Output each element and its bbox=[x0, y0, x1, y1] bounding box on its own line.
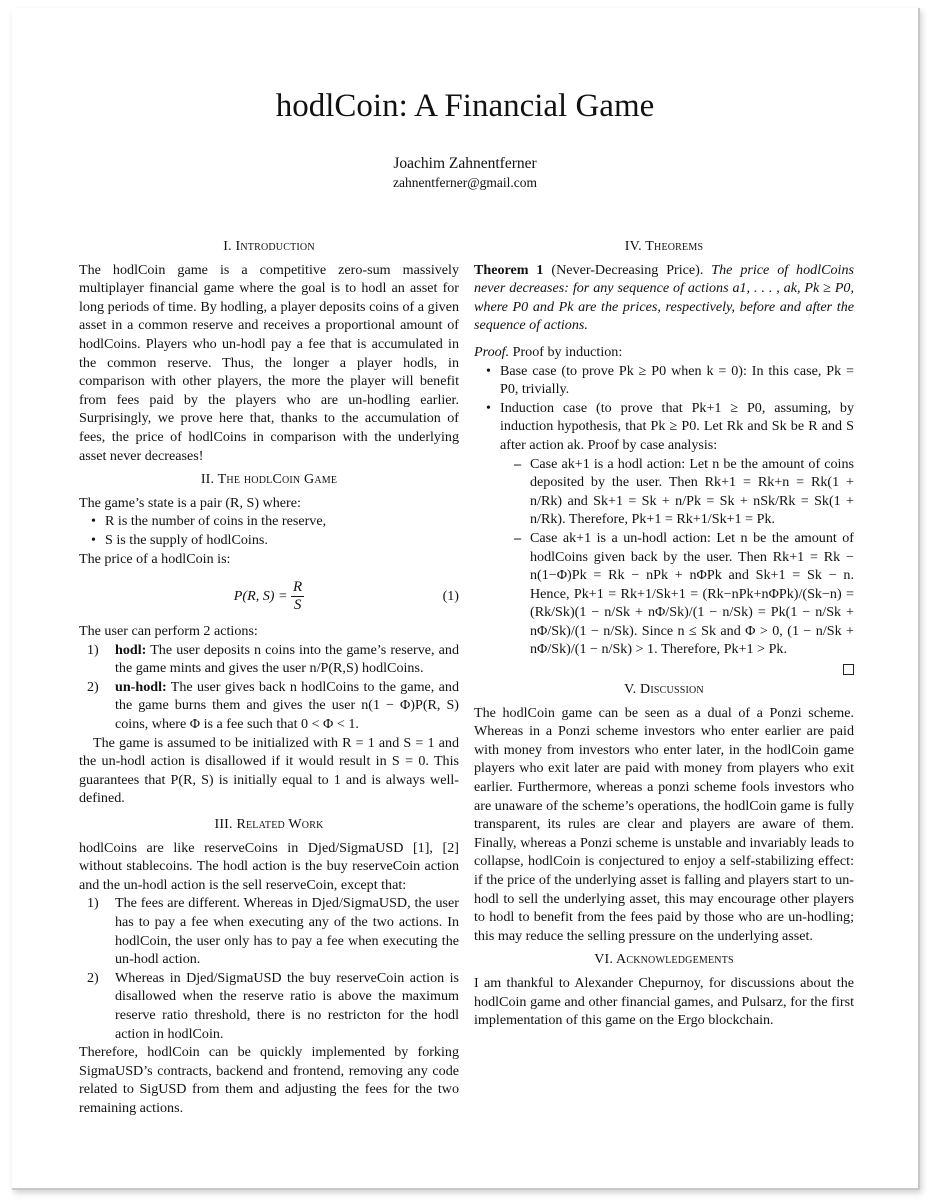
proof-label: Proof. bbox=[474, 343, 510, 360]
case-list bbox=[514, 455, 854, 660]
list-item bbox=[486, 399, 854, 659]
section-heading-discussion: V. Discussion bbox=[624, 682, 704, 698]
paper-page bbox=[12, 8, 920, 1190]
list-item bbox=[79, 894, 459, 968]
theorem-statement: The price of hodlCoins never decreases: for any sequence of actions a1, . . . , ak, Pk ≥ P0, where P0 and Pk are the prices, respectively, before and after the sequence of actions. bbox=[474, 261, 854, 334]
list-item: – Case ak+1 is a hodl action: Let n be the amount of coins deposited by the user. Then Rk+1 = Rk+n = Rk(1 + n/Rk) and Sk+1 = Sk + n/Pk = Sk + nSk/Rk = Sk(1 + n/Rk). Therefore, Pk+1 = Rk+1/Sk+1 = Pk. bbox=[514, 455, 854, 529]
intro-paragraph: The hodlCoin game is a competitive zero-sum massively multiplayer financial game where the goal is to hodl an asset for long periods of time. By hodling, a player deposits coins of a given asset in a common reserve and receives a proportional amount of hodlCoins. Players who un-hodl pay a fee that is accumulated in the common reserve. Thus, the longer a player hodls, in comparison with other players, the more the player will benefit from fees paid by the players who are un-hodling earlier. Surprisingly, we prove here that, thanks to the accumulation of fees, the price of hodlCoins in comparison with the underlying asset never decreases! bbox=[79, 261, 459, 464]
section-heading-introduction: I. Introduction bbox=[223, 239, 315, 254]
proof-list bbox=[486, 362, 854, 660]
induction-text: Induction case (to prove that Pk+1 ≥ P0, assuming, by induction hypothesis, that Pk ≥ P0. Let Rk and Sk be R and S after action ak. Proof by case analysis: bbox=[500, 399, 854, 453]
section-heading-related-work: III. Related Work bbox=[214, 817, 324, 833]
equation-fraction bbox=[291, 579, 304, 614]
list-item: • R is the number of coins in the reserve, bbox=[91, 512, 459, 531]
item-number: 1) bbox=[87, 641, 99, 658]
equation-lhs: P(R, S) = bbox=[233, 587, 288, 604]
paper-title: hodlCoin: A Financial Game bbox=[275, 88, 655, 124]
author-email: zahnentferner@gmail.com bbox=[393, 175, 537, 190]
discussion-paragraph: The hodlCoin game can be seen as a dual of a Ponzi scheme. Whereas in a Ponzi scheme investors who enter earlier are paid with money from investors who enter later, in the hodlCoin game players who exit later are paid with money from players who exit earlier. Furthermore, whereas a ponzi scheme fools investors who are unaware of the scheme’s operations, the hodlCoin game is fully transparent, its rules are clear and players are aware of them. Finally, whereas a Ponzi scheme is unstable and invariably leads to collapse, hodlCoin is conjectured to enjoy a self-stabilizing effect: if the price of the underlying asset is falling and players start to un-hodl to sell the underlying asset, this may encourage other players to hodl to benefit from the fees paid by those who are un-hodling; this may reduce the selling pressure on the underlying asset. bbox=[474, 704, 854, 944]
qed-row bbox=[474, 659, 854, 671]
equation-number: (1) bbox=[442, 588, 459, 605]
item-text: The fees are different. Whereas in Djed/SigmaUSD, the user has to pay a fee when executing any of the two actions. In hodlCoin, the user only has to pay a fee when executing the un-hodl action. bbox=[115, 895, 459, 968]
list-item bbox=[79, 678, 459, 734]
action-text: The user gives back n hodlCoins to the game, and the game burns them and gives the user n(1 − Φ)P(R, S) coins, where Φ is a fee such that 0 < Φ < 1. bbox=[115, 678, 459, 733]
item-number: 2) bbox=[87, 678, 99, 695]
theorem-name: (Never-Decreasing Price). bbox=[551, 261, 704, 278]
price-line: The price of a hodlCoin is: bbox=[79, 550, 231, 567]
related-paragraph: hodlCoins are like reserveCoins in Djed/SigmaUSD [1], [2] without stablecoins. The hodl action is the buy reserveCoin action and the un-hodl action is the sell reserveCoin, except that: bbox=[79, 839, 459, 893]
related-closing-paragraph: Therefore, hodlCoin can be quickly implemented by forking SigmaUSD’s contracts, backend and frontend, removing any code related to SigUSD from them and adjusting the fees for the two remaining actions. bbox=[79, 1044, 459, 1116]
section-heading-acknowledgements: VI. Acknowledgements bbox=[594, 952, 734, 968]
theorem-block bbox=[474, 261, 854, 335]
action-name: hodl: bbox=[115, 641, 147, 658]
list-item: • Base case (to prove Pk ≥ P0 when k = 0): In this case, Pk = P0, trivially. bbox=[486, 362, 854, 399]
section-heading-game: II. The hodlCoin Game bbox=[200, 472, 338, 488]
game-state-line: The game’s state is a pair (R, S) where: bbox=[79, 494, 301, 511]
list-item bbox=[79, 641, 459, 678]
item-number: 2) bbox=[87, 969, 99, 986]
state-bullet-list bbox=[91, 512, 459, 549]
proof-intro-text: Proof by induction: bbox=[512, 343, 623, 360]
list-item bbox=[79, 969, 459, 1043]
game-closing-paragraph: The game is assumed to be initialized with R = 1 and S = 1 and the un-hodl action is disallowed if it would result in S = 0. This guarantees that P(R, S) is initially equal to 1 and is always well-defined. bbox=[79, 734, 459, 807]
section-heading-theorems: IV. Theorems bbox=[624, 239, 704, 254]
actions-list bbox=[79, 641, 459, 734]
price-equation bbox=[79, 578, 459, 614]
actions-intro: The user can perform 2 actions: bbox=[79, 623, 258, 640]
left-column bbox=[79, 234, 459, 1118]
item-text: Whereas in Djed/SigmaUSD the buy reserveCoin action is disallowed when the reserve ratio is above the maximum reserve ratio threshold, there is no restricton for the hodl action in hodlCoin. bbox=[115, 969, 459, 1042]
equation-denominator: S bbox=[293, 596, 302, 613]
proof-intro bbox=[474, 343, 854, 362]
ack-paragraph: I am thankful to Alexander Chepurnoy, for discussions about the hodlCoin game and other financial games, and Pulsarz, for the first implementation of this game on the Ergo blockchain. bbox=[474, 974, 854, 1029]
related-list bbox=[79, 894, 459, 1043]
theorem-label: Theorem 1 bbox=[474, 261, 544, 278]
right-column bbox=[474, 234, 854, 1030]
qed-symbol bbox=[843, 664, 854, 675]
list-item: • S is the supply of hodlCoins. bbox=[91, 531, 459, 550]
action-name: un-hodl: bbox=[115, 678, 167, 695]
list-item: – Case ak+1 is a un-hodl action: Let n be the amount of hodlCoins given back by the user. Then Rk+1 = Rk − n(1−Φ)Pk = Rk − nPk + nΦPk and Sk+1 = Sk − n. Hence, Pk+1 = Rk+1/Sk+1 = (Rk−nPk+nΦPk)/(Sk−n) = (Rk/Sk)(1 − n/Sk + nΦ/Sk)/(1 − n/Sk) = Pk(1 − n/Sk + nΦ/Sk)/(1 − n/Sk). Since n ≤ Sk and Φ > 0, (1 − n/Sk + nΦ/Sk)/(1 − n/Sk) > 1. Therefore, Pk+1 > Pk. bbox=[514, 529, 854, 659]
action-text: The user deposits n coins into the game’s reserve, and the game mints and gives the user n/P(R,S) hodlCoins. bbox=[115, 641, 459, 677]
item-number: 1) bbox=[87, 895, 99, 912]
equation-numerator: R bbox=[293, 578, 303, 595]
author-name: Joachim Zahnentferner bbox=[393, 155, 537, 172]
